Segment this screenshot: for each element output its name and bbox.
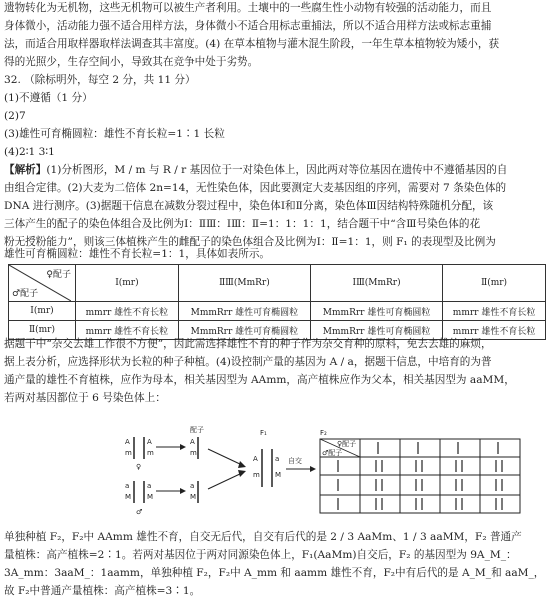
text-line: 法，而适合用取样器取样法调查其丰富度。(4) 在草本植物与灌木混生阶段，一年生草本植物较为矮小，获	[4, 38, 500, 50]
allele-label: M	[125, 493, 132, 501]
answer-1: (1)不遵循（1 分）	[4, 92, 93, 104]
text-line: 据上表分析，应选择形状为长粒的种子种植。(4)设控制产量的基因为 A / a，据题干信息，中培育的为普	[4, 356, 492, 368]
allele-label: a	[147, 482, 152, 490]
genetics-cross-diagram	[120, 425, 540, 517]
table-cell: MmmRrr 雄性可育椭圆粒	[310, 302, 442, 321]
f2-label: F₂	[320, 429, 327, 437]
analysis-line	[4, 163, 550, 178]
answer-3: (3)雄性可育椭圆粒：雄性不育长粒=1∶1 长粒	[4, 128, 225, 140]
gamete-label: 配子	[190, 426, 204, 434]
gamete-table	[8, 264, 546, 340]
allele-label: a	[275, 455, 280, 463]
answer-2: (2)7	[4, 110, 26, 122]
allele-label: A	[190, 438, 195, 446]
text-line: 故 F₂中普通产量植株：高产植株=3∶1。	[4, 585, 201, 597]
row-label: Ⅱ(mr)	[9, 321, 76, 340]
table-cell: mmrr 雄性不育长粒	[76, 302, 179, 321]
allele-label: M	[190, 493, 197, 501]
text-line: 粉无授粉能力”，则该三体植株产生的雌配子的染色体组合及比例为Ⅰ：Ⅱ=1：1，则 F₁ 的表现型及比例为	[4, 236, 496, 248]
arrow-head	[238, 461, 246, 468]
allele-label: M	[147, 493, 154, 501]
text-line: 雄性可育椭圆粒：雄性不育长粒=1：1，具体如表所示。	[4, 248, 271, 260]
table-header: ⅡⅢ(MmRr)	[178, 265, 310, 302]
corner-male-label: ♂配子	[12, 289, 39, 299]
allele-label: A	[253, 455, 258, 463]
male-symbol: ♂	[136, 508, 143, 516]
text-line: 由组合定律。(2)大麦为二倍体 2n=14，无性染色体，因此要测定大麦基因组的序列，需要对 7 条染色体的	[4, 182, 507, 194]
text-line: 三体产生的配子的染色体组合及比例为Ⅰ：ⅡⅢ：ⅠⅢ：Ⅱ=1：1：1：1，结合题干中“含Ⅲ号染色体的花	[4, 218, 481, 230]
text-line: 单独种植 F₂，F₂中 AAmm 雄性不育，自交无后代，自交有后代的是 2 / 3 AaMm、1 / 3 aaMM，F₂ 普通产	[4, 531, 522, 543]
table-cell: MmmRrr 雄性可育椭圆粒	[310, 321, 442, 340]
f2-corner-male: ♂配子	[322, 449, 343, 457]
corner-female-label: ♀配子	[46, 270, 71, 280]
text-line: 若两对基因都位于 6 号染色体上：	[4, 392, 166, 404]
table-cell: mmrr 雄性不育长粒	[443, 321, 546, 340]
allele-label: A	[147, 438, 152, 446]
allele-label: a	[125, 482, 130, 490]
text-line: DNA 进行测序。(3)据题干信息在减数分裂过程中，染色体Ⅰ和Ⅱ分离，染色体Ⅲ因结构特殊随机分配，该	[4, 200, 494, 212]
male-parent-chromosomes	[125, 481, 153, 516]
table-cell: mmrr 雄性不育长粒	[76, 321, 179, 340]
table-cell: MmmRrr 雄性可育椭圆粒	[178, 321, 310, 340]
allele-label: A	[125, 438, 130, 446]
table-header: Ⅱ(mr)	[443, 265, 546, 302]
row-label: Ⅰ(mr)	[9, 302, 76, 321]
f1-label: F₁	[260, 429, 267, 437]
text-line: 据题干中“杂交去雄工作很不方便”，因此需选择雄性不育的种子作为杂交育种的原料，免去去雄的麻烦，	[4, 338, 492, 350]
table-cell: mmrr 雄性不育长粒	[443, 302, 546, 321]
female-parent-chromosomes	[125, 437, 154, 471]
question-header: 32. （除标明外，每空 2 分，共 11 分）	[4, 74, 196, 86]
arrow-head	[238, 470, 246, 477]
arrow	[208, 473, 242, 489]
table-cell: MmmRrr 雄性可育椭圆粒	[178, 302, 310, 321]
table-row	[9, 302, 546, 321]
answer-4: (4)2∶1 3∶1	[4, 146, 55, 158]
allele-label: m	[147, 449, 154, 457]
text-line: 通产量的雄性不育植株，应作为母本，相关基因型为 AAmm，高产植株应作为父本，相关基因型为 aaMM，	[4, 374, 515, 386]
allele-label: a	[190, 482, 195, 490]
allele-label: m	[125, 449, 132, 457]
text-line: 得的光照少，生存空间小，导致其在竞争中处于劣势。	[4, 56, 259, 68]
analysis-label: 【解析】	[4, 164, 47, 176]
table-corner	[9, 265, 76, 302]
text-line: 量植株：高产植株=2∶1。若两对基因位于两对同源染色体上，F₁(AaMm)自交后，F₂ 的基因型为 9A_M_：	[4, 549, 517, 561]
f2-corner-female: ♀配子	[337, 440, 357, 448]
table-header: ⅠⅢ(MmRr)	[310, 265, 442, 302]
allele-label: m	[253, 471, 260, 479]
table-header: Ⅰ(mr)	[76, 265, 179, 302]
text-line: 遗物转化为无机物，这些无机物可以被生产者利用。土壤中的一些腐生性小动物有较强的活动能力，而且	[4, 2, 492, 14]
allele-label: m	[190, 449, 197, 457]
arrow-head	[310, 466, 316, 472]
selfing-label: 自交	[288, 457, 302, 465]
f2-punnett-grid	[320, 439, 520, 513]
text-line: 3A_mm：3aaM_：1aamm，单独种植 F₂，F₂中 A_mm 和 aamm 雄性不育，F₂中有后代的是 A_M_和 aaM_，	[4, 567, 545, 579]
arrow-head	[180, 488, 186, 494]
female-symbol: ♀	[136, 463, 142, 471]
analysis-text: (1)分析图形，M / m 与 R / r 基因位于一对染色体上，因此两对等位基因在遗传中不遵循基因的自	[46, 164, 508, 176]
arrow-head	[180, 444, 186, 450]
allele-label: M	[275, 471, 282, 479]
text-line: 身体微小，活动能力强不适合用样方法，身体微小不适合用标志重捕法，所以不适合用样方法或标志重捕	[4, 20, 492, 32]
arrow	[208, 449, 242, 465]
